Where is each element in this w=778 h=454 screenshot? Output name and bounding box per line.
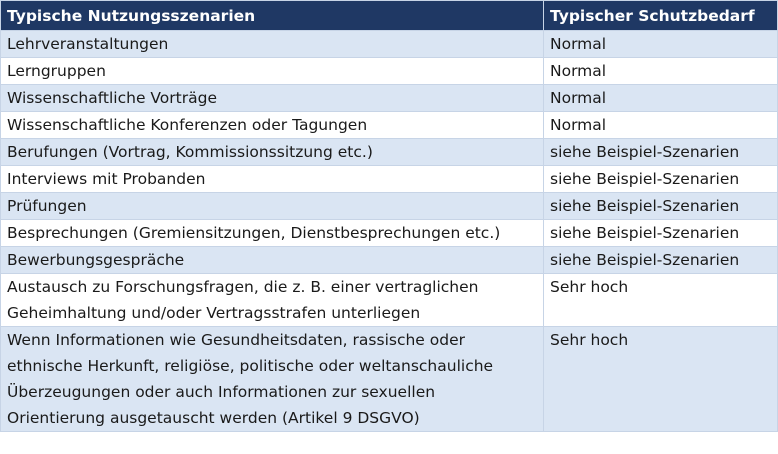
scenario-cell: Besprechungen (Gremiensitzungen, Dienstbesprechungen etc.)	[1, 220, 544, 247]
table-row	[1, 327, 778, 432]
table-row	[1, 274, 778, 327]
scenario-cell: Lerngruppen	[1, 58, 544, 85]
protection-cell: Sehr hoch	[544, 274, 778, 327]
table-row	[1, 247, 778, 274]
header-protection: Typischer Schutzbedarf	[544, 1, 778, 31]
table-row	[1, 139, 778, 166]
protection-cell: Normal	[544, 85, 778, 112]
scenario-cell: Lehrveranstaltungen	[1, 31, 544, 58]
protection-cell: Normal	[544, 112, 778, 139]
protection-cell: siehe Beispiel-Szenarien	[544, 193, 778, 220]
protection-cell: Sehr hoch	[544, 327, 778, 432]
protection-cell: Normal	[544, 58, 778, 85]
protection-cell: Normal	[544, 31, 778, 58]
protection-cell: siehe Beispiel-Szenarien	[544, 220, 778, 247]
table-row	[1, 220, 778, 247]
scenario-cell: Interviews mit Probanden	[1, 166, 544, 193]
scenario-cell: Berufungen (Vortrag, Kommissionssitzung etc.)	[1, 139, 544, 166]
scenario-cell: Wissenschaftliche Konferenzen oder Tagungen	[1, 112, 544, 139]
table-row	[1, 58, 778, 85]
header-scenario: Typische Nutzungsszenarien	[1, 1, 544, 31]
protection-cell: siehe Beispiel-Szenarien	[544, 247, 778, 274]
table-row	[1, 193, 778, 220]
scenario-cell: Prüfungen	[1, 193, 544, 220]
table-row	[1, 85, 778, 112]
scenario-cell: Austausch zu Forschungsfragen, die z. B. einer vertraglichen Geheimhaltung und/oder Vertragsstrafen unterliegen	[1, 274, 544, 327]
protection-cell: siehe Beispiel-Szenarien	[544, 139, 778, 166]
header-row	[1, 1, 778, 31]
scenario-cell: Wenn Informationen wie Gesundheitsdaten, rassische oder ethnische Herkunft, religiöse, politische oder weltanschauliche Überzeugungen oder auch Informationen zur sexuellen Orientierung ausgetauscht werden (Artikel 9 DSGVO)	[1, 327, 544, 432]
scenario-cell: Wissenschaftliche Vorträge	[1, 85, 544, 112]
scenario-cell: Bewerbungsgespräche	[1, 247, 544, 274]
table-row	[1, 166, 778, 193]
table-row	[1, 112, 778, 139]
protection-cell: siehe Beispiel-Szenarien	[544, 166, 778, 193]
table-row	[1, 31, 778, 58]
